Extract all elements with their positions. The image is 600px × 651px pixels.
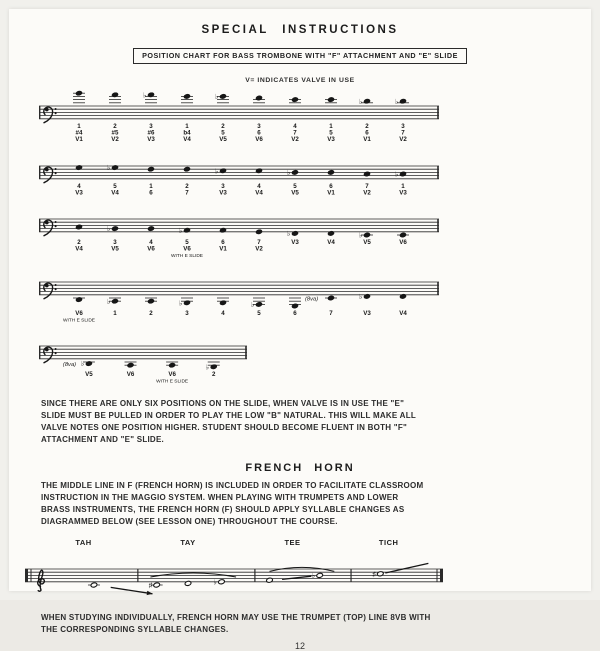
page-title: SPECIAL INSTRUCTIONS [201,24,399,36]
svg-text:4: 4 [77,182,81,190]
svg-text:1: 1 [149,182,153,190]
svg-text:V1: V1 [327,189,335,197]
svg-text:4: 4 [221,310,225,317]
syllable-tee: TEE [284,538,301,547]
svg-text:V5: V5 [291,189,299,197]
svg-text:♭: ♭ [143,92,147,100]
svg-text:7: 7 [401,129,405,137]
svg-text:6: 6 [221,239,225,246]
svg-text:V5: V5 [219,136,227,143]
svg-text:#6: #6 [147,129,155,137]
svg-text:7: 7 [185,189,189,197]
svg-text:V4: V4 [111,189,119,197]
svg-text:V6: V6 [147,245,155,253]
svg-text:6: 6 [365,129,369,137]
svg-text:♭: ♭ [395,171,399,179]
svg-text:(8va): (8va) [305,296,319,303]
svg-text:♯: ♯ [372,571,376,579]
svg-text:WITH E SLIDE: WITH E SLIDE [156,379,189,385]
svg-text:2: 2 [77,239,81,246]
svg-text:V2: V2 [111,136,119,143]
svg-text:V3: V3 [219,189,227,197]
svg-text:2: 2 [185,182,189,190]
svg-text:1: 1 [185,122,189,130]
svg-text:V2: V2 [363,189,371,197]
svg-text:WITH E SLIDE: WITH E SLIDE [171,254,203,260]
svg-text:4: 4 [293,122,297,130]
svg-text:2: 2 [113,122,117,130]
svg-text:6: 6 [257,129,261,137]
svg-text:V5: V5 [111,245,119,253]
svg-text:V6: V6 [75,310,83,317]
svg-text:6: 6 [329,182,333,190]
svg-text:5: 5 [185,239,189,246]
svg-text:V5: V5 [85,370,93,378]
svg-text:♭: ♭ [251,302,255,309]
svg-text:♭: ♭ [311,573,316,580]
svg-text:V6: V6 [399,239,407,246]
svg-text:♯: ♯ [148,582,153,590]
svg-text:3: 3 [185,310,189,317]
svg-text:V3: V3 [399,189,407,197]
svg-text:3: 3 [257,122,261,130]
svg-text:V2: V2 [399,136,407,143]
svg-text:V6: V6 [168,370,176,378]
svg-text:7: 7 [329,310,333,317]
french-horn-heading: FRENCH HORN [245,462,355,474]
svg-text:♭: ♭ [359,294,363,301]
svg-text:2: 2 [221,122,225,130]
svg-text:V4: V4 [327,239,335,246]
french-horn-footer-paragraph: WHEN STUDYING INDIVIDUALLY, FRENCH HORN MAY USE THE TRUMPET (TOP) LINE 8VB WITH THE CORRESPONDING SYLLABLE CHANGES. [41,613,431,634]
svg-text:2: 2 [365,122,369,130]
svg-text:5: 5 [113,182,117,190]
svg-text:V2: V2 [291,136,299,143]
syllable-row [25,538,443,551]
svg-text:V3: V3 [75,189,83,197]
svg-text:2: 2 [149,310,153,317]
svg-text:1: 1 [401,182,405,190]
svg-text:3: 3 [149,122,153,130]
svg-text:2: 2 [211,370,216,378]
svg-text:6: 6 [293,310,297,317]
french-horn-paragraph: THE MIDDLE LINE IN F (FRENCH HORN) IS INCLUDED IN ORDER TO FACILITATE CLASSROOM INSTRUCTION IN THE MAGGIO SYSTEM. WHEN PLAYING WITH TRUMPETS AND LOWER BRASS INSTRUMENTS, THE FRENCH HORN (F) SHOULD APPLY SYLLABLE CHANGES AS DIAGRAMMED BELOW (SEE LESSON ONE) THROUGHOUT THE COURSE. [41,481,424,526]
position-chart-staves [39,92,591,392]
svg-text:♭: ♭ [395,98,399,106]
svg-text:♭: ♭ [215,94,219,101]
svg-text:1: 1 [329,122,333,130]
svg-text:6: 6 [149,189,153,197]
chart-box-wrap [9,45,591,64]
svg-text:V4: V4 [255,189,263,197]
svg-text:5: 5 [257,310,261,317]
svg-text:V4: V4 [75,245,83,253]
svg-text:V1: V1 [219,245,227,253]
position-chart-box-label: POSITION CHART FOR BASS TROMBONE WITH "F" ATTACHMENT AND "E" SLIDE [133,48,467,64]
svg-text:♭: ♭ [359,98,363,106]
syllable-tich: TICH [378,538,399,547]
svg-text:♭: ♭ [287,170,291,177]
svg-text:5: 5 [329,129,333,137]
svg-text:♭: ♭ [107,298,111,306]
svg-text:b4: b4 [183,129,191,137]
svg-text:1: 1 [77,122,81,130]
bass-staff-5 [39,332,247,392]
svg-text:7: 7 [293,129,297,137]
page-number: 12 [294,641,305,651]
svg-text:♭: ♭ [179,300,183,308]
svg-text:V1: V1 [75,136,83,143]
svg-text:7: 7 [365,182,369,190]
svg-text:V1: V1 [363,136,371,143]
svg-text:♭: ♭ [213,579,217,587]
svg-text:V3: V3 [147,136,155,143]
svg-text:1: 1 [113,310,117,317]
bass-staff-1 [39,92,439,151]
svg-text:3: 3 [113,239,117,246]
svg-text:5: 5 [221,129,225,137]
svg-text:V6: V6 [255,136,263,143]
svg-text:♭: ♭ [215,168,219,176]
svg-text:♭: ♭ [80,361,85,369]
svg-text:V4: V4 [399,310,407,317]
svg-text:WITH E SLIDE: WITH E SLIDE [63,318,95,324]
svg-text:♭: ♭ [359,232,363,240]
svg-text:5: 5 [293,182,297,190]
svg-text:♭: ♭ [287,231,291,238]
svg-text:V2: V2 [255,245,263,253]
french-horn-staff [25,553,443,599]
svg-text:V3: V3 [327,136,335,143]
svg-text:V6: V6 [126,370,135,378]
bass-staff-4 [39,268,439,331]
valve-note: V= INDICATES VALVE IN USE [245,77,355,84]
syllable-tah: TAH [75,538,92,547]
svg-text:♭: ♭ [107,226,111,234]
svg-text:#5: #5 [111,129,119,137]
bass-staff-3 [39,205,439,267]
slide-instructions-paragraph: SINCE THERE ARE ONLY SIX POSITIONS ON THE SLIDE, WHEN VALVE IS IN USE THE "E" SLIDE MUST BE PULLED IN ORDER TO PLAY THE LOW "B" NATURAL. THIS WILL MAKE ALL VALVE NOTES ONE POSITION HIGHER. STUDENT SHOULD BECOME FLUENT IN BOTH "F" ATTACHMENT AND "E" SLIDE. [41,399,416,444]
svg-text:#4: #4 [75,129,83,137]
svg-text:4: 4 [149,239,153,246]
svg-text:V6: V6 [183,245,191,253]
svg-text:♭: ♭ [107,165,111,173]
svg-text:♭: ♭ [179,227,183,235]
svg-text:♭: ♭ [205,364,210,372]
svg-text:V3: V3 [291,239,299,246]
book-page [9,9,591,651]
svg-text:V3: V3 [363,310,371,317]
french-horn-staff-wrap [25,553,591,604]
svg-text:7: 7 [257,239,261,246]
svg-text:V4: V4 [183,136,191,143]
svg-text:(8va): (8va) [62,362,77,369]
svg-text:4: 4 [257,182,261,190]
svg-text:V5: V5 [363,239,371,246]
svg-text:3: 3 [221,182,225,190]
syllable-tay: TAY [180,538,196,547]
bass-staff-2 [39,152,439,204]
svg-text:3: 3 [401,122,405,130]
